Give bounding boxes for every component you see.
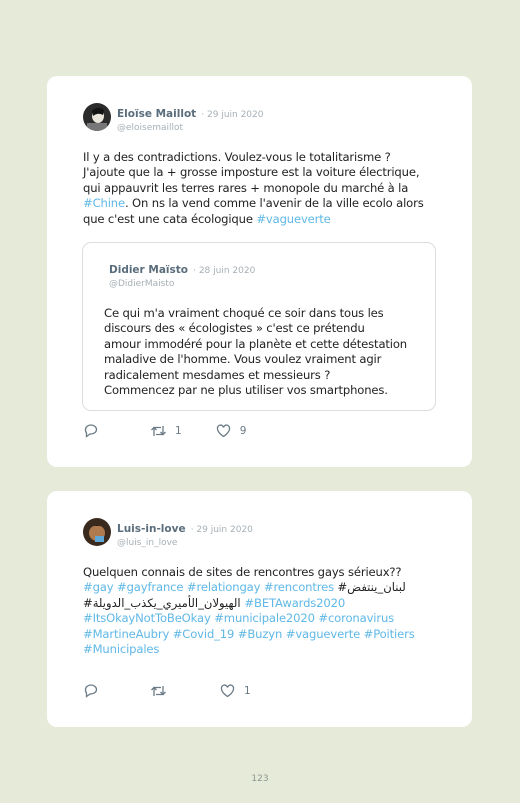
avatar[interactable] xyxy=(83,103,111,131)
hashtag-link[interactable]: #gayfrance xyxy=(117,580,184,595)
hashtag-link[interactable]: #Buzyn xyxy=(237,626,283,641)
retweet-button[interactable] xyxy=(150,684,167,698)
reply-button[interactable] xyxy=(83,423,99,438)
retweet-icon xyxy=(150,424,167,438)
quoted-author-name[interactable]: Didier Maïsto xyxy=(109,264,189,276)
text-line: discours des « écologistes » c'est ce prétendu xyxy=(104,321,365,336)
tweet-header xyxy=(83,518,253,550)
text-line: . On ns la vend comme l'avenir de la ville ecolo alors xyxy=(124,196,424,211)
hashtag-link[interactable]: #ItsOkayNotToBeOkay xyxy=(83,611,211,626)
hashtag-link[interactable]: #لبنان_ينتفض xyxy=(337,580,406,595)
like-button[interactable] xyxy=(216,424,247,438)
heart-icon xyxy=(220,684,235,698)
reply-button[interactable] xyxy=(83,683,99,698)
quoted-author-handle[interactable]: @DidierMaisto xyxy=(109,279,175,289)
like-count: 9 xyxy=(239,424,247,437)
quoted-tweet-body xyxy=(104,306,424,398)
hashtag-link[interactable]: #vagueverte xyxy=(285,626,361,641)
hashtag-link[interactable]: #BETAwards2020 xyxy=(244,595,346,610)
retweet-button[interactable] xyxy=(150,424,182,438)
heart-icon xyxy=(216,424,231,438)
tweet-actions xyxy=(83,683,251,698)
text-line: Ce qui m'a vraiment choqué ce soir dans tous les xyxy=(104,306,384,320)
reply-icon xyxy=(83,683,99,698)
tweet-body xyxy=(83,150,443,227)
tweet-header xyxy=(83,103,264,135)
tweet-card-luis xyxy=(47,491,472,727)
hashtag-link[interactable]: #rencontres xyxy=(263,580,334,595)
hashtag-link[interactable]: #Covid_19 xyxy=(172,626,235,641)
tweet-body xyxy=(83,565,463,657)
quoted-tweet-date: · 28 juin 2020 xyxy=(193,266,256,276)
page-number: 123 xyxy=(251,774,269,784)
text-line: maladive de l'homme. Vous voulez vraiment agir xyxy=(104,352,382,367)
author-handle[interactable]: @luis_in_love xyxy=(117,538,178,548)
hashtag-link[interactable]: #coronavirus xyxy=(318,611,395,626)
text-line: radicalement mesdames et messieurs ? xyxy=(104,367,331,382)
hashtag-link[interactable]: #Poitiers xyxy=(363,626,415,641)
text-line: Commencez par ne plus utiliser vos smartphones. xyxy=(104,383,388,398)
tweet-card-eloise xyxy=(47,76,472,467)
hashtag-link[interactable]: #الهيولان_الأميري_يكذب_الدويلة xyxy=(83,595,241,610)
text-line: Il y a des contradictions. Voulez-vous le totalitarisme ? xyxy=(83,150,391,164)
text-line: amour immodéré pour la planète et cette détestation xyxy=(104,336,408,351)
tweet-actions xyxy=(83,423,246,438)
quoted-tweet[interactable] xyxy=(82,242,436,411)
quoted-tweet-header xyxy=(109,261,255,291)
retweet-icon xyxy=(150,684,167,698)
tweet-date: · 29 juin 2020 xyxy=(201,110,264,120)
hashtag-link[interactable]: #municipale2020 xyxy=(214,611,315,626)
tweet-date: · 29 juin 2020 xyxy=(190,525,253,535)
hashtag-link[interactable]: #gay xyxy=(83,580,114,595)
author-name[interactable]: Luis-in-love xyxy=(117,523,186,535)
like-count: 1 xyxy=(244,684,251,697)
hashtag-link[interactable]: #MartineAubry xyxy=(83,626,170,641)
author-handle[interactable]: @eloisemaillot xyxy=(117,123,184,133)
text-line: qui appauvrit les terres rares + monopole du marché à la xyxy=(83,180,409,195)
like-button[interactable] xyxy=(220,684,251,698)
text-line: que c'est une cata écologique xyxy=(83,211,257,226)
hashtag-link[interactable]: #Chine xyxy=(83,196,125,211)
text-line: J'ajoute que la + grosse imposture est la voiture électrique, xyxy=(83,165,420,180)
reply-icon xyxy=(83,423,99,438)
hashtag-link[interactable]: #Municipales xyxy=(83,642,160,657)
retweet-count: 1 xyxy=(175,424,182,437)
text-line: Quelquen connais de sites de rencontres gays sérieux?? xyxy=(83,565,402,579)
hashtag-link[interactable]: #vagueverte xyxy=(256,211,331,226)
hashtag-link[interactable]: #relationgay xyxy=(186,580,261,595)
avatar[interactable] xyxy=(83,518,111,546)
author-name[interactable]: Eloïse Maillot xyxy=(117,108,197,120)
